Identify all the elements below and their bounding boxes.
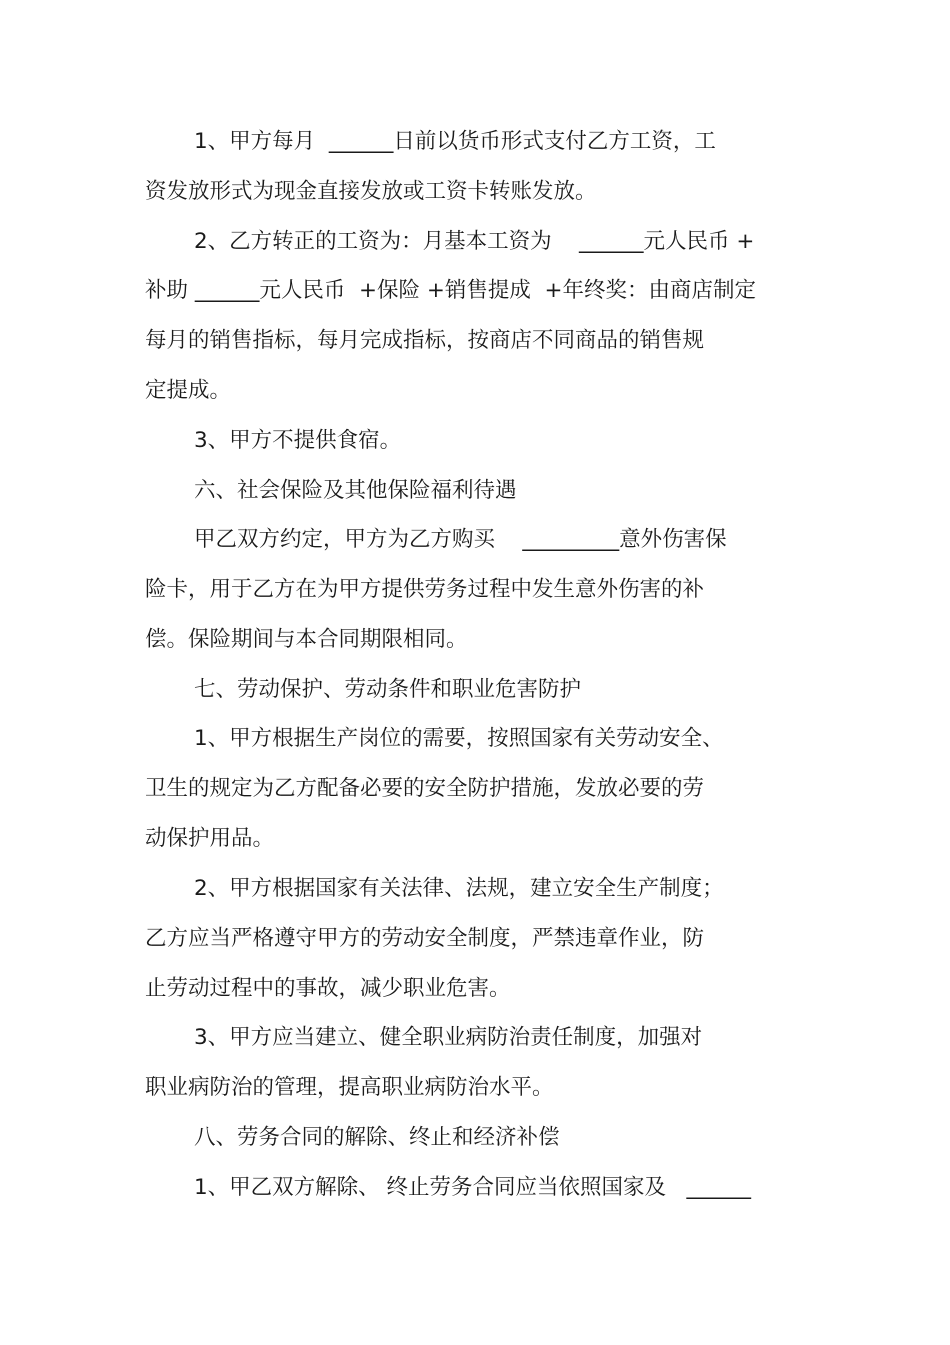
paragraph-line: 每月的销售指标，每月完成指标，按商店不同商品的销售规 <box>145 328 705 353</box>
paragraph-line: 卫生的规定为乙方配备必要的安全防护措施，发放必要的劳 <box>145 776 705 801</box>
paragraph-line: 甲乙双方约定，甲方为乙方购买 _________意外伤害保 <box>194 527 727 552</box>
paragraph-line: 2、乙方转正的工资为：月基本工资为 ______元人民币 + <box>194 229 755 254</box>
paragraph-line: 动保护用品。 <box>145 826 275 851</box>
paragraph-line: 偿。保险期间与本合同期限相同。 <box>145 627 468 652</box>
paragraph-line: 定提成。 <box>145 378 232 403</box>
paragraph-line: 3、甲方应当建立、健全职业病防治责任制度，加强对 <box>194 1025 703 1050</box>
section-heading: 七、劳动保护、劳动条件和职业危害防护 <box>194 677 582 702</box>
paragraph-line: 止劳动过程中的事故，减少职业危害。 <box>145 976 511 1001</box>
paragraph-line: 补助 ______元人民币 +保险 +销售提成 +年终奖：由商店制定 <box>145 278 757 303</box>
paragraph-line: 乙方应当严格遵守甲方的劳动安全制度，严禁违章作业，防 <box>145 926 705 951</box>
paragraph-line: 3、甲方不提供食宿。 <box>194 428 402 453</box>
section-heading: 八、劳务合同的解除、终止和经济补偿 <box>194 1125 560 1150</box>
paragraph-line: 职业病防治的管理，提高职业病防治水平。 <box>145 1075 554 1100</box>
paragraph-line: 2、甲方根据国家有关法律、法规，建立安全生产制度； <box>194 876 724 901</box>
paragraph-line: 1、甲方根据生产岗位的需要，按照国家有关劳动安全、 <box>194 726 724 751</box>
paragraph-line: 1、甲方每月 ______日前以货币形式支付乙方工资，工 <box>194 129 716 154</box>
paragraph-line: 资发放形式为现金直接发放或工资卡转账发放。 <box>145 179 597 204</box>
paragraph-line: 1、甲乙双方解除、 终止劳务合同应当依照国家及 ______ <box>194 1175 752 1200</box>
paragraph-line: 险卡，用于乙方在为甲方提供劳务过程中发生意外伤害的补 <box>145 577 705 602</box>
section-heading: 六、社会保险及其他保险福利待遇 <box>194 478 517 503</box>
